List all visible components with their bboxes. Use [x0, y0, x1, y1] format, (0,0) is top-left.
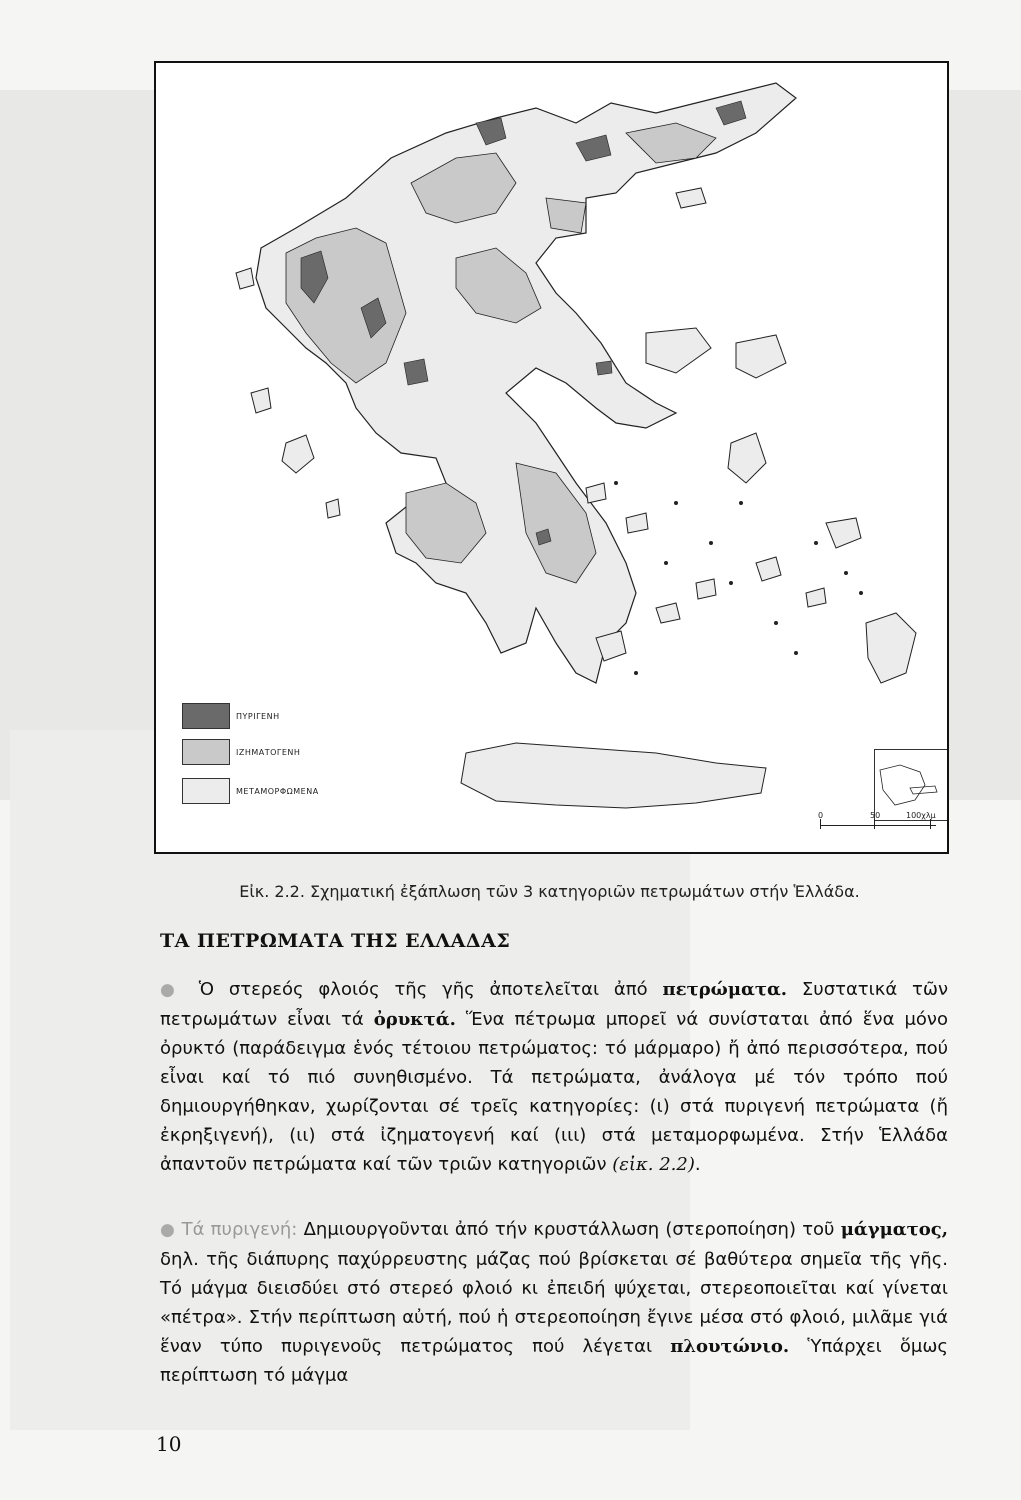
page-number: 10	[156, 1432, 182, 1456]
bullet-icon: ●	[160, 980, 184, 1000]
p1-text-1: Ὁ στερεός φλοιός τῆς γῆς ἀποτελεῖται ἀπό	[198, 979, 663, 1000]
legend-igneous	[182, 703, 280, 729]
inset-drawing	[875, 750, 947, 820]
p1-bold-1: πετρώματα.	[662, 979, 788, 1000]
legend-label-metamorphic: ΜΕΤΑΜΟΡΦΩΜΕΝΑ	[236, 786, 319, 796]
p1-bold-2: ὀρυκτά.	[373, 1009, 456, 1030]
p1-text-3: Ἕνα πέτρωμα μπορεῖ νά συνίσταται ἀπό ἕνα μόνο ὀρυκτό (παράδειγμα ἑνός τέτοιου πετρώματος: τό μάρμαρο) ἤ ἀπό περισσότερα, πού εἶναι καί τό πιό συνηθισμένο. Τά πετρώματα, ἀνάλογα μέ τόν τρόπο πού δημιουργήθηκαν, χωρίζονται σέ τρεῖς κατηγορίες: (ι) στά πυριγενή πετρώματα (ἤ ἐκρηξιγενή), (ιι) στά ἰζηματογενή καί (ιιι) στά μεταμορφωμένα. Στήν Ἑλλάδα ἀπαντοῦν πετρώματα καί τῶν τριῶν κατηγοριῶν	[160, 1009, 948, 1175]
legend-label-igneous: ΠΥΡΙΓΕΝΗ	[236, 711, 280, 721]
figure-caption: Εἰκ. 2.2. Σχηματική ἐξάπλωση τῶν 3 κατηγοριῶν πετρωμάτων στήν Ἑλλάδα.	[239, 882, 860, 901]
section-heading: ΤΑ ΠΕΤΡΩΜΑΤΑ ΤΗΣ ΕΛΛΑΔΑΣ	[160, 930, 511, 952]
legend-swatch-igneous	[182, 703, 230, 729]
greece-rock-map	[154, 61, 949, 854]
scale-label-0: 0	[818, 811, 824, 820]
scale-tick	[820, 819, 821, 829]
p2-text-3: Ὑπάρχει ὅμως περίπτωση τό μάγμα	[160, 1336, 948, 1386]
scale-line	[820, 825, 936, 826]
bullet-icon: ●	[160, 1220, 176, 1240]
p2-text-1: Δημιουργοῦνται ἀπό τήν κρυστάλλωση (στεροποίηση) τοῦ	[297, 1219, 841, 1240]
p2-subheading: Τά πυριγενή:	[181, 1219, 298, 1240]
legend-swatch-sedimentary	[182, 739, 230, 765]
legend-swatch-metamorphic	[182, 778, 230, 804]
legend-sedimentary	[182, 739, 300, 765]
scale-tick	[930, 819, 931, 829]
scale-bar	[818, 811, 936, 835]
p1-text-2: Συστατικά τῶν πετρωμάτων εἶναι τά	[160, 979, 948, 1030]
paragraph-2	[160, 1215, 948, 1390]
p2-bold-2: πλουτώνιο.	[670, 1336, 790, 1357]
p1-text-4: .	[694, 1154, 701, 1175]
islet-dots	[614, 481, 863, 675]
map-drawing	[156, 63, 947, 852]
legend-label-sedimentary: ΙΖΗΜΑΤΟΓΕΝΗ	[236, 747, 301, 757]
legend-metamorphic	[182, 778, 319, 804]
scale-label-100: 100χλμ	[906, 811, 936, 820]
paragraph-1	[160, 975, 948, 1179]
p2-text-2: δηλ. τῆς διάπυρης παχύρρευστης μάζας πού βρίσκεται σέ βαθύτερα σημεῖα τῆς γῆς. Τό μάγμα διεισδύει στό στερεό φλοιό κι ἐπειδή ψύχεται, στερεοποιεῖται καί γίνεται «πέτρα». Στήν περίπτωση αὐτή, πού ἡ στερεοποίηση ἔγινε μέσα στό φλοιό, μιλᾶμε γιά ἕναν τύπο πυριγενοῦς πετρώματος πού λέγεται	[160, 1249, 948, 1357]
p2-bold-1: μάγματος,	[840, 1219, 948, 1240]
scale-tick	[874, 819, 875, 829]
scale-label-50: 50	[870, 811, 881, 820]
p1-figure-ref: (εἰκ. 2.2)	[612, 1154, 695, 1175]
